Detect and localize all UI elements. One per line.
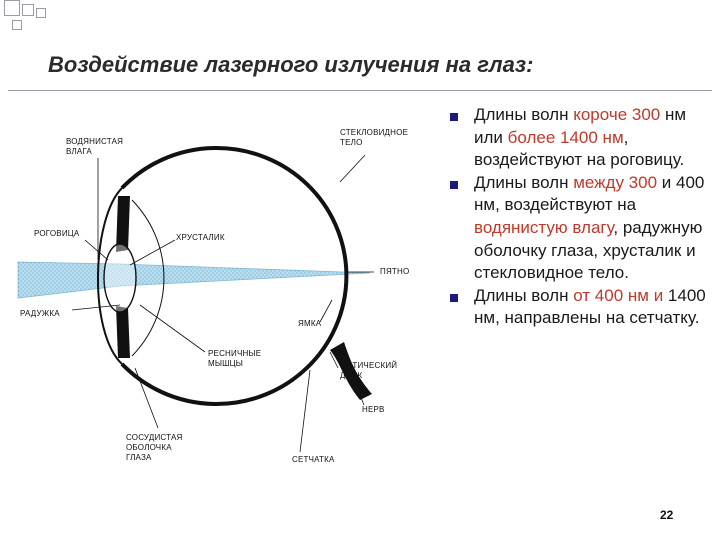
label-ciliary-2: МЫШЦЫ xyxy=(208,359,244,368)
bullet-text-accent: более 1400 нм xyxy=(507,127,624,147)
bullet-text-part: и 400 нм, воздействуют на xyxy=(474,172,705,215)
label-vitreous-1: СТЕКЛОВИДНОЕ xyxy=(340,128,409,137)
label-cornea: РОГОВИЦА xyxy=(34,229,80,238)
label-fovea: ЯМКА xyxy=(298,319,322,328)
page-number: 22 xyxy=(660,508,674,522)
label-optic-disc-1: ОПТИЧЕСКИЙ xyxy=(340,361,398,370)
label-nerve: НЕРВ xyxy=(362,405,385,414)
lens-shape xyxy=(104,244,136,312)
bullet-text-part: нм или xyxy=(474,105,687,147)
bullet-list xyxy=(450,104,712,330)
bullet-text-part: Длины волн xyxy=(474,172,574,192)
title-divider xyxy=(8,90,712,91)
bullet-text-part: 1400 нм, направлены на сетчатку. xyxy=(474,285,706,328)
slide-title: Воздействие лазерного излучения на глаз: xyxy=(48,52,534,77)
bullet-item xyxy=(450,172,712,285)
bullet-square-icon xyxy=(450,294,458,302)
label-aqueous-2: ВЛАГА xyxy=(66,147,92,156)
eye-diagram xyxy=(0,100,440,500)
label-lens: ХРУСТАЛИК xyxy=(176,233,225,242)
bullet-square-icon xyxy=(450,113,458,121)
decor-square xyxy=(36,8,46,18)
label-choroid-1: СОСУДИСТАЯ xyxy=(126,433,183,442)
label-aqueous-1: ВОДЯНИСТАЯ xyxy=(66,137,124,146)
iris-lower xyxy=(116,306,130,358)
label-retina: СЕТЧАТКА xyxy=(292,455,335,464)
label-optic-disc-2: ДИСК xyxy=(340,371,363,380)
laser-beam xyxy=(18,262,370,298)
decor-square xyxy=(12,20,22,30)
label-iris: РАДУЖКА xyxy=(20,309,60,318)
bullet-text-part: , воздействуют на роговицу. xyxy=(474,127,685,170)
bullet-text-accent: от 400 нм и xyxy=(573,285,664,305)
corner-decoration xyxy=(0,0,60,44)
bullet-square-icon xyxy=(450,181,458,189)
label-choroid-2: ОБОЛОЧКА xyxy=(126,443,172,452)
bullet-text-part: , радужную оболочку глаза, хрусталик и стекловидное тело. xyxy=(474,217,703,283)
label-choroid-3: ГЛАЗА xyxy=(126,453,152,462)
label-vitreous-2: ТЕЛО xyxy=(340,138,363,147)
decor-square xyxy=(4,0,20,16)
bullet-text-part: Длины волн xyxy=(474,105,574,124)
decor-square xyxy=(22,4,34,16)
bullet-item xyxy=(450,104,712,172)
label-ciliary-1: РЕСНИЧНЫЕ xyxy=(208,349,262,358)
bullet-item xyxy=(450,285,712,330)
bullet-text-accent: водянистую влагу xyxy=(474,217,614,237)
bullet-text-accent: между 300 xyxy=(573,172,658,192)
label-spot: ПЯТНО xyxy=(380,267,410,276)
bullet-text-part: Длины волн xyxy=(474,285,574,305)
bullet-text-accent: короче 300 xyxy=(573,105,661,124)
